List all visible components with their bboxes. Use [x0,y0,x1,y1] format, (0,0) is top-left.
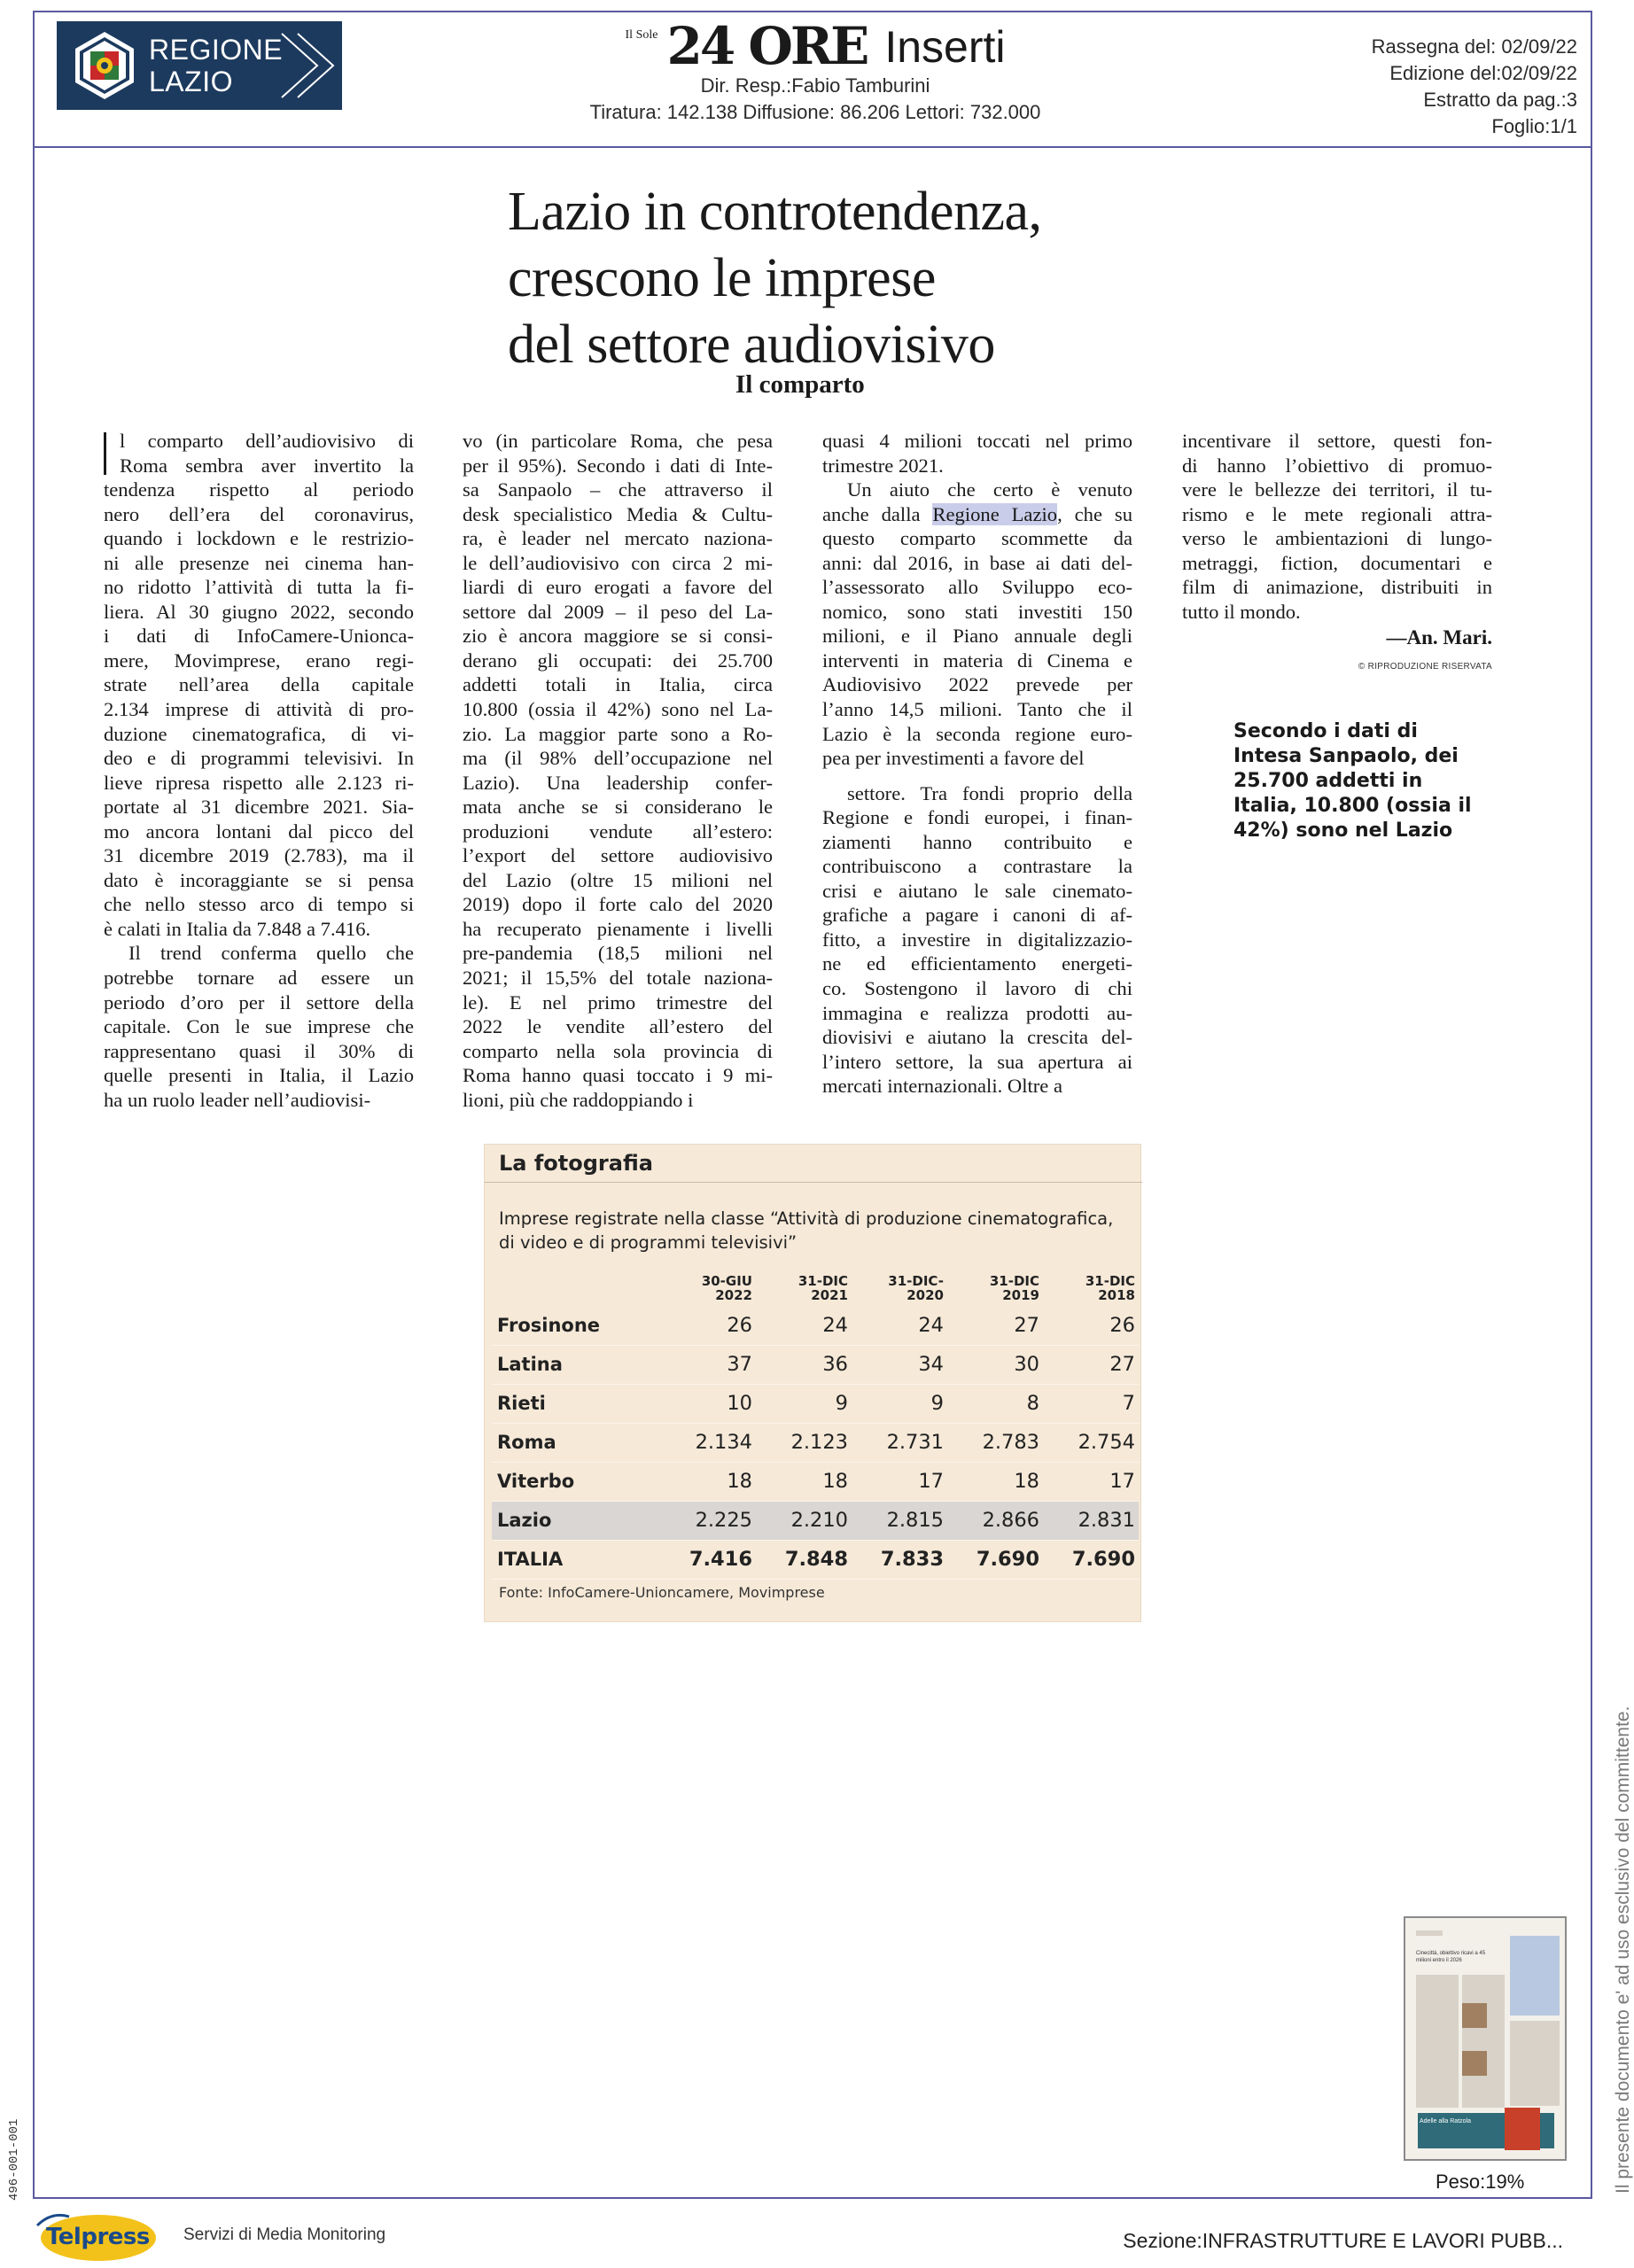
column-text-line: liera. Al 30 giugno 2022, secondo [104,600,414,623]
thumbnail-column [1510,2021,1560,2106]
column-text-line [822,624,1132,649]
companies-table [492,1267,1139,1580]
column-text-line [822,429,1132,454]
text-span: l’anno 14,5 milioni. Tanto che il [822,698,1132,721]
text-span: anche dalla [822,502,933,525]
table-cell: 2.783 [947,1423,1043,1462]
text-span: l comparto dell’audiovisivo di [120,430,414,452]
table-cell: 24 [756,1306,852,1345]
text-span: anni: dal 2016, in base ai dati del- [822,551,1132,574]
text-span: Lazio è la seconda regione euro- [822,722,1132,745]
text-span: crisi e aiutano le sale cinemato- [822,879,1132,902]
column-text-line: zio. La maggior parte sono a Ro- [463,722,773,745]
column-text-line: mere, Movimprese, erano regi- [104,649,414,672]
column-text-line [822,672,1132,697]
circulation-line: Tiratura: 142.138 Diffusione: 86.206 Lettori: 732.000 [589,101,1041,123]
column-text-line [822,746,1132,771]
column-text-line: 2022 le vendite all’estero del [463,1015,773,1038]
text-span: grafiche a pagare i canoni di af- [822,904,1132,927]
header-divider [33,146,1592,148]
column-text-line: deo e di programmi televisivi. In [104,747,414,770]
column-text-line: 2.134 imprese di attività di pro- [104,698,414,721]
column-text-line: duzione cinematografica, di vi- [104,722,414,745]
column-text-line: desk specialistico Media & Cultu- [463,502,773,525]
row-label: Latina [492,1345,660,1384]
column-text-line [822,1074,1132,1099]
highlighted-entity: Regione Lazio [932,502,1058,525]
column-text-line [822,722,1132,747]
edizione-date: Edizione del:02/09/22 [1389,62,1577,84]
column-header-date: 31-DIC [798,1273,848,1289]
column-text-line: rappresentano quasi il 30% di [104,1039,414,1062]
column-text-line [822,478,1132,502]
column-text-line: tendenza rispetto al periodo [104,478,414,501]
column-text-line: ni alle presenze nei cinema han- [104,551,414,574]
article-headline [508,179,1181,378]
document-code: 496-001-001 [7,2118,21,2201]
column-text-line: capitale. Con le sue imprese che [104,1015,414,1038]
table-subtitle-line: di video e di programmi televisivi” [499,1232,798,1253]
column-header-year: 2022 [715,1287,752,1303]
table-cell: 2.731 [852,1423,947,1462]
thumbnail-photo [1462,2051,1487,2076]
table-cell: 7.848 [756,1540,852,1579]
article-column-4 [1182,429,1492,624]
column-text-line: comparto nella sola provincia di [463,1039,773,1062]
thumbnail-table [1510,1936,1560,2016]
table-cell: 37 [660,1345,756,1384]
table-cell: 18 [947,1462,1043,1501]
text-span: diovisivi e aiutano la crescita del- [822,1026,1132,1049]
text-span: settore. Tra fondi proprio della [847,781,1132,804]
table-row [492,1306,1139,1345]
column-text-line: quando i lockdown e le restrizio- [104,527,414,550]
logo-wordmark [149,34,283,97]
table-column-header [756,1267,852,1306]
table-cell: 24 [852,1306,947,1345]
masthead [532,16,1099,126]
column-text-line [822,502,1132,527]
column-text-line [822,551,1132,576]
headline-line: crescono le imprese [508,248,936,308]
text-span: contribuiscono a contrastare la [822,855,1132,878]
column-text-line [822,854,1132,879]
column-text-line [822,454,1132,478]
foglio-count: Foglio:1/1 [1491,115,1577,137]
brand-section: Inserti [884,22,1006,72]
table-column-header [852,1267,947,1306]
director-line: Dir. Resp.:Fabio Tamburini [700,74,930,97]
column-text-line: incentivare il settore, questi fon- [1182,430,1492,452]
column-text-line: Lazio). Una leadership confer- [463,771,773,794]
regione-lazio-logo [57,21,342,110]
column-text-line: l’export del settore audiovisivo [463,844,773,867]
table-column-header [1043,1267,1139,1306]
thumbnail-banner-text: Adelle alla Ratzola [1420,2118,1471,2124]
thumbnail-column [1462,1975,1505,2108]
column-text-line [822,649,1132,673]
table-cell: 7.416 [660,1540,756,1579]
logo-line-1: REGIONE [149,34,284,66]
table-corner [492,1267,660,1306]
table-row [492,1345,1139,1384]
column-text-line: 10.800 (ossia il 42%) sono nel La- [463,698,773,721]
text-span: immagina e realizza prodotti au- [822,1001,1132,1024]
logo-line-2: LAZIO [149,66,233,97]
pull-quote [1233,719,1490,843]
column-text-line: strate nell’area della capitale [104,673,414,696]
thumbnail-shape [1416,1930,1443,1936]
column-text-line: liardi di euro erogati a favore del [463,576,773,599]
column-text-line: zio è ancora maggiore se si consi- [463,625,773,648]
table-header-row [492,1267,1139,1306]
column-text-line: che nello stesso arco di tempo si [104,893,414,916]
column-text-line: lieve ripresa rispetto alle 2.123 ri- [104,771,414,794]
text-span: co. Sostengono il lavoro di chi [822,977,1132,1000]
column-text-line: quelle presenti in Italia, il Lazio [104,1064,414,1087]
table-cell: 2.225 [660,1501,756,1540]
thumbnail-photo [1462,2003,1487,2028]
column-text-line: derano gli occupati: dei 25.700 [463,649,773,672]
table-row [492,1423,1139,1462]
statistics-box [484,1144,1141,1622]
table-cell: 36 [756,1345,852,1384]
column-text-line: 2019) dopo il forte calo del 2020 [463,893,773,916]
table-cell: 17 [1043,1462,1139,1501]
table-cell: 18 [660,1462,756,1501]
text-span: l’assessorato allo Sviluppo eco- [822,576,1132,599]
table-cell: 2.123 [756,1423,852,1462]
column-header-year: 2018 [1098,1287,1135,1303]
column-text-line: nero dell’era del coronavirus, [104,502,414,525]
column-text-line: verso le ambientazioni di lungo- [1182,527,1492,550]
table-cell: 27 [947,1306,1043,1345]
table-cell: 2.866 [947,1501,1043,1540]
column-text-line: settore dal 2009 – il peso del La- [463,600,773,623]
clipping-meta [1372,34,1577,140]
column-text-line: i dati di InfoCamere-Unionca- [104,625,414,648]
column-text-line: film di animazione, distribuiti in [1182,576,1492,599]
column-text-line: no ridotto l’attività di tutta la fi- [104,576,414,599]
column-text-line [822,879,1132,904]
table-cell: 9 [756,1384,852,1423]
pull-quote-line: 25.700 addetti in [1233,770,1423,792]
table-cell: 26 [1043,1306,1139,1345]
table-row [492,1384,1139,1423]
column-text-line: tutto il mondo. [1182,600,1301,623]
table-cell: 27 [1043,1345,1139,1384]
column-text-line: le). E nel primo trimestre del [463,990,773,1014]
page-thumbnail [1404,1916,1567,2161]
usage-disclaimer: Il presente documento e' ad uso esclusivo del committente. [1613,1705,1633,2194]
table-column-header [660,1267,756,1306]
brand-logo: 24 ORE [666,16,868,76]
rassegna-date: Rassegna del: 02/09/22 [1371,35,1577,58]
table-cell: 26 [660,1306,756,1345]
column-text-line [822,976,1132,1001]
column-text-line: rismo e le mete regionali attra- [1182,502,1492,525]
column-text-line [822,600,1132,625]
table-subtitle-line: Imprese registrate nella classe “Attività di produzione cinematografica, [499,1208,1114,1229]
table-cell: 7.690 [947,1540,1043,1579]
table-row [492,1501,1139,1540]
table-cell: 34 [852,1345,947,1384]
telpress-logo [35,2211,160,2264]
article-column-3 [822,429,1132,1099]
headline-line: del settore audiovisivo [508,315,995,375]
column-text-line [822,1050,1132,1075]
column-header-year: 2021 [811,1287,848,1303]
column-text-line [822,526,1132,551]
column-text-line: del Lazio (oltre 15 milioni nel [463,868,773,891]
column-text-line [822,928,1132,952]
column-text-line: mata anche se si considerano le [463,796,773,819]
column-text-line: produzioni vendute all’estero: [463,819,773,843]
column-text-line: ha un ruolo leader nell’audiovisi- [104,1088,371,1111]
logo-chevron-icon [278,28,335,103]
column-text-line: pre-pandemia (18,5 milioni nel [463,942,773,965]
article-kicker: Il comparto [735,370,865,399]
column-text-line: è calati in Italia da 7.848 a 7.416. [104,917,371,940]
column-text-line: 2021; il 15,5% del totale naziona- [463,967,773,990]
column-text-line: portate al 31 dicembre 2021. Sia- [104,796,414,819]
table-title: La fotografia [499,1151,653,1176]
table-subtitle [499,1207,1137,1254]
table-cell: 2.134 [660,1423,756,1462]
column-text-line: metraggi, fiction, documentari e [1182,551,1492,574]
thumbnail-book [1505,2108,1540,2150]
column-header-date: 31-DIC [1085,1273,1135,1289]
text-span: quasi 4 milioni toccati nel primo [822,430,1132,452]
text-span: mercati internazionali. Oltre a [822,1075,1062,1098]
text-span: l’intero settore, la sua apertura ai [822,1050,1132,1073]
telpress-wordmark: Telpress [46,2224,150,2250]
column-text-line: Roma sembra aver invertito la [120,454,414,477]
column-text-line: mo ancora lontani dal picco del [104,819,414,843]
column-text-line: ma (il 98% dell’occupazione nel [463,747,773,770]
column-text-line: potrebbe tornare ad essere un [104,967,414,990]
pull-quote-line: Italia, 10.800 (ossia il [1233,795,1472,817]
column-text-line [822,951,1132,976]
text-span: Un aiuto che certo è venuto [847,478,1132,501]
column-text-line [104,429,414,454]
pull-quote-line: Intesa Sanpaolo, dei [1233,745,1459,767]
footer-section: Sezione:INFRASTRUTTURE E LAVORI PUBB... [1123,2229,1563,2252]
table-row [492,1462,1139,1501]
article-column-1 [104,429,414,1112]
copyright-notice: © RIPRODUZIONE RISERVATA [1358,662,1492,672]
column-text-line: periodo d’oro per il settore della [104,990,414,1014]
table-cell: 30 [947,1345,1043,1384]
peso-label: Peso:19% [1436,2171,1525,2193]
row-label: Roma [492,1423,660,1462]
table-body [492,1306,1139,1579]
column-text-line: ha recuperato pienamente i livelli [463,917,773,940]
column-text-line [822,903,1132,928]
column-text-line: Roma hanno quasi toccato i 9 mi- [463,1064,773,1087]
masthead-brand [532,16,1099,76]
column-text-line: di hanno l’obiettivo di promuo- [1182,454,1492,477]
table-cell: 7.833 [852,1540,947,1579]
row-label: Rieti [492,1384,660,1423]
column-text-line [822,697,1132,722]
text-span: interventi in materia di Cinema e [822,649,1132,672]
column-text-line [822,781,1132,806]
table-column-header [947,1267,1043,1306]
column-text-line: addetti totali in Italia, circa [463,673,773,696]
table-title-divider [485,1182,1142,1183]
column-header-year: 2019 [1002,1287,1039,1303]
table-source: Fonte: InfoCamere-Unioncamere, Movimprese [499,1584,825,1601]
thumbnail-column [1416,1975,1459,2108]
column-text-line [822,830,1132,855]
column-text-line: ra, è leader nel mercato naziona- [463,527,773,550]
column-text-line: le dell’audiovisivo con circa 2 mi- [463,551,773,574]
column-text-line [822,1025,1132,1050]
table-cell: 8 [947,1384,1043,1423]
text-span: trimestre 2021. [822,454,944,477]
column-text-line: sa Sanpaolo – che attraverso il [463,478,773,501]
thumbnail-title: Cinecittà, obiettivo ricavi a 45 milioni entro il 2026 [1416,1951,1486,1963]
text-span: ne ed efficientamento energeti- [822,952,1132,975]
column-text-line: vo (in particolare Roma, che pesa [463,430,773,452]
article-signature: —An. Mari. [1386,626,1492,649]
table-row [492,1540,1139,1579]
column-text-line [822,575,1132,600]
column-text-line: vere le bellezze dei territori, il tu- [1182,478,1492,501]
column-text-line: 31 dicembre 2019 (2.783), ma il [104,844,414,867]
column-header-date: 31-DIC [989,1273,1039,1289]
text-span: milioni, e il Piano annuale degli [822,625,1132,648]
column-text-line: lioni, più che raddoppiando i [463,1088,694,1111]
article-column-2 [463,429,773,1112]
table-cell: 2.831 [1043,1501,1139,1540]
column-header-date: 30-GIU [701,1273,752,1289]
headline-line: Lazio in controtendenza, [508,182,1042,242]
row-label: Lazio [492,1501,660,1540]
row-label: Viterbo [492,1462,660,1501]
pull-quote-line: Secondo i dati di [1233,720,1418,742]
brand-small: Il Sole [625,28,658,42]
text-span: Regione e fondi europei, i finan- [822,806,1132,829]
column-text-line [822,1001,1132,1026]
text-span: pea per investimenti a favore del [822,747,1085,770]
table-cell: 17 [852,1462,947,1501]
regione-lazio-emblem-icon [69,30,140,101]
footer-service: Servizi di Media Monitoring [183,2225,386,2244]
pull-quote-line: 42%) sono nel Lazio [1233,819,1453,842]
table-cell: 2.210 [756,1501,852,1540]
table-cell: 18 [756,1462,852,1501]
table-cell: 7 [1043,1384,1139,1423]
table-cell: 2.815 [852,1501,947,1540]
column-text-line [822,805,1132,830]
estratto-page: Estratto da pag.:3 [1423,89,1577,111]
text-span: ziamenti hanno contribuito e [822,830,1132,853]
text-span: Audiovisivo 2022 prevede per [822,673,1132,696]
row-label: Frosinone [492,1306,660,1345]
row-label: ITALIA [492,1540,660,1579]
text-span: nomico, sono stati investiti 150 [822,600,1132,623]
table-cell: 2.754 [1043,1423,1139,1462]
column-gap [822,771,1132,781]
table-cell: 10 [660,1384,756,1423]
text-span: questo comparto scommette da [822,527,1132,550]
table-cell: 9 [852,1384,947,1423]
column-text-line: dato è incoraggiante se si pensa [104,868,414,891]
column-text-line: per il 95%). Secondo i dati di Inte- [463,454,773,477]
column-header-year: 2020 [906,1287,944,1303]
text-span: fitto, a investire in digitalizzazio- [822,928,1132,951]
table-cell: 7.690 [1043,1540,1139,1579]
column-header-date: 31-DIC- [888,1273,944,1289]
column-text-line: Il trend conferma quello che [128,942,414,965]
text-span: , che su [1057,502,1133,525]
